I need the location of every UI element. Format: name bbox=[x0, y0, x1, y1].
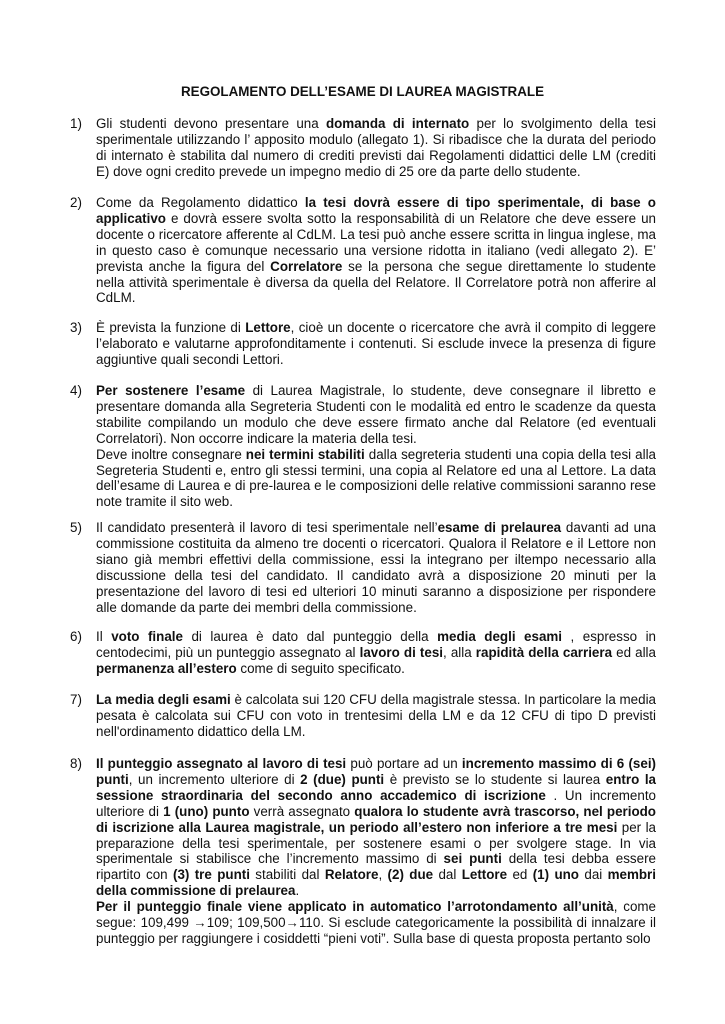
rule-item-5 bbox=[70, 520, 656, 615]
bold-text-run: (3) tre punti bbox=[172, 867, 250, 883]
item-number: 7) bbox=[70, 692, 82, 707]
text-run: può portare ad un bbox=[346, 756, 462, 771]
item-number: 8) bbox=[70, 756, 82, 771]
item-paragraph bbox=[96, 383, 656, 447]
bold-text-run: La media degli esami bbox=[96, 692, 231, 707]
item-number: 6) bbox=[70, 629, 82, 644]
bold-text-run: media degli esami bbox=[437, 629, 563, 644]
item-paragraph bbox=[96, 195, 656, 306]
text-run: , espresso in centodecimi, più un punteggio assegnato al bbox=[96, 629, 657, 660]
bold-text-run: sei punti bbox=[443, 851, 502, 867]
item-number: 2) bbox=[70, 195, 82, 210]
text-run: per la preparazione della tesi sperimentale, per sostenere esami o per svolgere stage. In via sperimentale si stabilisce che l’incremento massimo di bbox=[96, 819, 656, 867]
bold-text-run: lavoro di tesi bbox=[359, 644, 443, 660]
bold-text-run: entro la sessione straordinaria del secondo anno accademico di iscrizione bbox=[96, 771, 656, 803]
text-run: stabiliti dal bbox=[249, 867, 325, 883]
text-run: dai bbox=[579, 867, 608, 883]
text-run: , come segue: 109,499 →109; 109,500→110. Si esclude categoricamente la possibilità di innalzare il punteggio per raggiungere i cosiddetti “pieni voti”. Sulla base di questa proposta pertanto solo bbox=[96, 899, 656, 946]
bold-text-run: Correlatore bbox=[270, 258, 343, 274]
text-run: Deve inoltre consegnare bbox=[96, 446, 246, 462]
rule-item-1 bbox=[70, 116, 656, 180]
bold-text-run: domanda di internato bbox=[325, 116, 470, 131]
bold-text-run: Per sostenere l’esame bbox=[96, 383, 246, 398]
bold-text-run: permanenza all’estero bbox=[96, 660, 237, 676]
text-run: , un incremento ulteriore di bbox=[128, 771, 301, 787]
text-run: di laurea è dato dal punteggio della bbox=[182, 629, 438, 644]
bold-text-run: Lettore bbox=[461, 867, 508, 883]
item-number: 3) bbox=[70, 320, 82, 335]
bold-text-run: Il punteggio assegnato al lavoro di tesi bbox=[96, 756, 347, 771]
rule-item-6 bbox=[70, 629, 656, 677]
text-run: ed alla bbox=[612, 644, 656, 660]
text-run: Come da Regolamento didattico bbox=[96, 195, 305, 210]
text-run: davanti ad una commissione costituita da almeno tre docenti o ricercatori. Qualora il Relatore e il Lettore non siano già membri effettivi della commissione, essi la integrano per iltempo necessario alla discussione della tesi del candidato. Il candidato avrà a disposizione 20 minuti per la presentazione del lavoro di tesi ed ulteriori 10 minuti saranno a disposizione per rispondere alle domande da parte dei membri della commissione. bbox=[96, 520, 657, 615]
bold-text-run: incremento massimo di 6 (sei) punti bbox=[96, 756, 656, 787]
bold-text-run: rapidità della carriera bbox=[475, 644, 613, 660]
page-title: REGOLAMENTO DELL’ESAME DI LAUREA MAGISTRALE bbox=[180, 84, 545, 99]
item-paragraph bbox=[96, 520, 656, 615]
bold-text-run: 1 (uno) punto bbox=[163, 803, 250, 819]
rule-item-4 bbox=[70, 383, 656, 510]
item-paragraph bbox=[96, 116, 656, 180]
text-run: , bbox=[378, 867, 388, 883]
item-paragraph bbox=[96, 692, 656, 740]
item-number: 4) bbox=[70, 383, 82, 398]
text-run: dalla segreteria studenti una copia della tesi alla Segreteria Studenti e, entro gli stessi termini, una copia al Relatore ed una al Lettore. La data dell’esame di Laurea e di pre-laurea e le composizioni delle relative commissioni saranno rese note tramite il sito web. bbox=[96, 446, 656, 510]
text-run: e dovrà essere svolta sotto la responsabilità di un Relatore che deve essere un docente o ricercatore afferente al CdLM. La tesi può anche essere scritta in lingua inglese, ma in questo caso è comunque necessario una versione ridotta in italiano (vedi allegato 2). E’ prevista anche la figura del bbox=[96, 210, 656, 274]
rule-item-3 bbox=[70, 320, 656, 368]
text-run: Il bbox=[96, 629, 112, 644]
item-paragraph bbox=[96, 629, 656, 677]
bold-text-run: la tesi dovrà essere di tipo sperimentale, di base o applicativo bbox=[96, 195, 656, 226]
item-paragraph bbox=[96, 756, 656, 899]
text-run: della tesi debba essere ripartito con bbox=[96, 851, 656, 883]
rule-item-2 bbox=[70, 195, 656, 306]
bold-text-run: voto finale bbox=[111, 629, 183, 644]
bold-text-run: (2) due bbox=[387, 867, 434, 883]
item-number: 1) bbox=[70, 116, 82, 131]
bold-text-run: Relatore bbox=[324, 867, 379, 883]
rule-item-8 bbox=[70, 756, 656, 947]
bold-text-run: esame di prelaurea bbox=[437, 520, 562, 535]
item-paragraph-continued bbox=[96, 899, 656, 947]
bold-text-run: membri della commissione di prelaurea bbox=[96, 867, 656, 899]
text-run: verrà assegnato bbox=[249, 803, 355, 819]
item-paragraph bbox=[96, 320, 656, 368]
text-run: , cioè un docente o ricercatore che avrà il compito di leggere l’elaborato e valutarne approfonditamente i contenuti. Si esclude invece la presenza di figure aggiuntive quali secondi Lettori. bbox=[96, 320, 656, 367]
text-run: per lo svolgimento della tesi sperimentale utilizzando l’ apposito modulo (allegato 1). Si ribadisce che la durata del periodo di internato è stabilita dal numero di crediti previsti dai Regolamenti didattici delle LM (crediti E) dove ogni credito prevede un impegno medio di 25 ore da parte dello studente. bbox=[96, 116, 656, 179]
text-run: Gli studenti devono presentare una bbox=[96, 116, 326, 131]
text-run: è calcolata sui 120 CFU della magistrale stessa. In particolare la media pesata è calcolata sui CFU con voto in trentesimi della LM e da 12 CFU di tipo D previsti nell'ordinamento didattico della LM. bbox=[96, 692, 656, 739]
bold-text-run: Per il punteggio finale viene applicato in automatico l’arrotondamento all’unità bbox=[96, 899, 614, 915]
text-run: È prevista la funzione di bbox=[96, 320, 246, 335]
text-run: è previsto se lo studente si laurea bbox=[384, 771, 606, 787]
text-run: ed bbox=[507, 867, 533, 883]
text-run: se la persona che segue direttamente lo studente nella attività sperimentale è diversa da quella del Relatore. Il Correlatore potrà non afferire al CdLM. bbox=[96, 258, 656, 306]
text-run: come di seguito specificato. bbox=[236, 660, 405, 676]
text-run: Il candidato presenterà il lavoro di tesi sperimentale nell’ bbox=[96, 520, 438, 535]
text-run: . Un incremento ulteriore di bbox=[96, 787, 656, 819]
text-run: di Laurea Magistrale, lo studente, deve consegnare il libretto e presentare domanda alla Segreteria Studenti con le modalità ed entro le scadenze da questa stabilite compilando un modulo che deve essere firmato anche dal Relatore (ed eventuali Correlatori). Non occorre indicare la materia della tesi. bbox=[96, 383, 656, 446]
bold-text-run: qualora lo studente avrà trascorso, nel periodo di iscrizione alla Laurea magistrale, un periodo all’estero non inferiore a tre mesi bbox=[96, 803, 656, 835]
bold-text-run: Lettore bbox=[245, 320, 291, 335]
text-run: dal bbox=[433, 867, 462, 883]
text-run: . bbox=[295, 883, 300, 899]
bold-text-run: (1) uno bbox=[532, 867, 579, 883]
text-run: , alla bbox=[443, 644, 476, 660]
item-paragraph-continued bbox=[96, 447, 656, 511]
item-number: 5) bbox=[70, 520, 82, 535]
rule-item-7 bbox=[70, 692, 656, 740]
bold-text-run: nei termini stabiliti bbox=[245, 446, 365, 462]
bold-text-run: 2 (due) punti bbox=[300, 771, 385, 787]
